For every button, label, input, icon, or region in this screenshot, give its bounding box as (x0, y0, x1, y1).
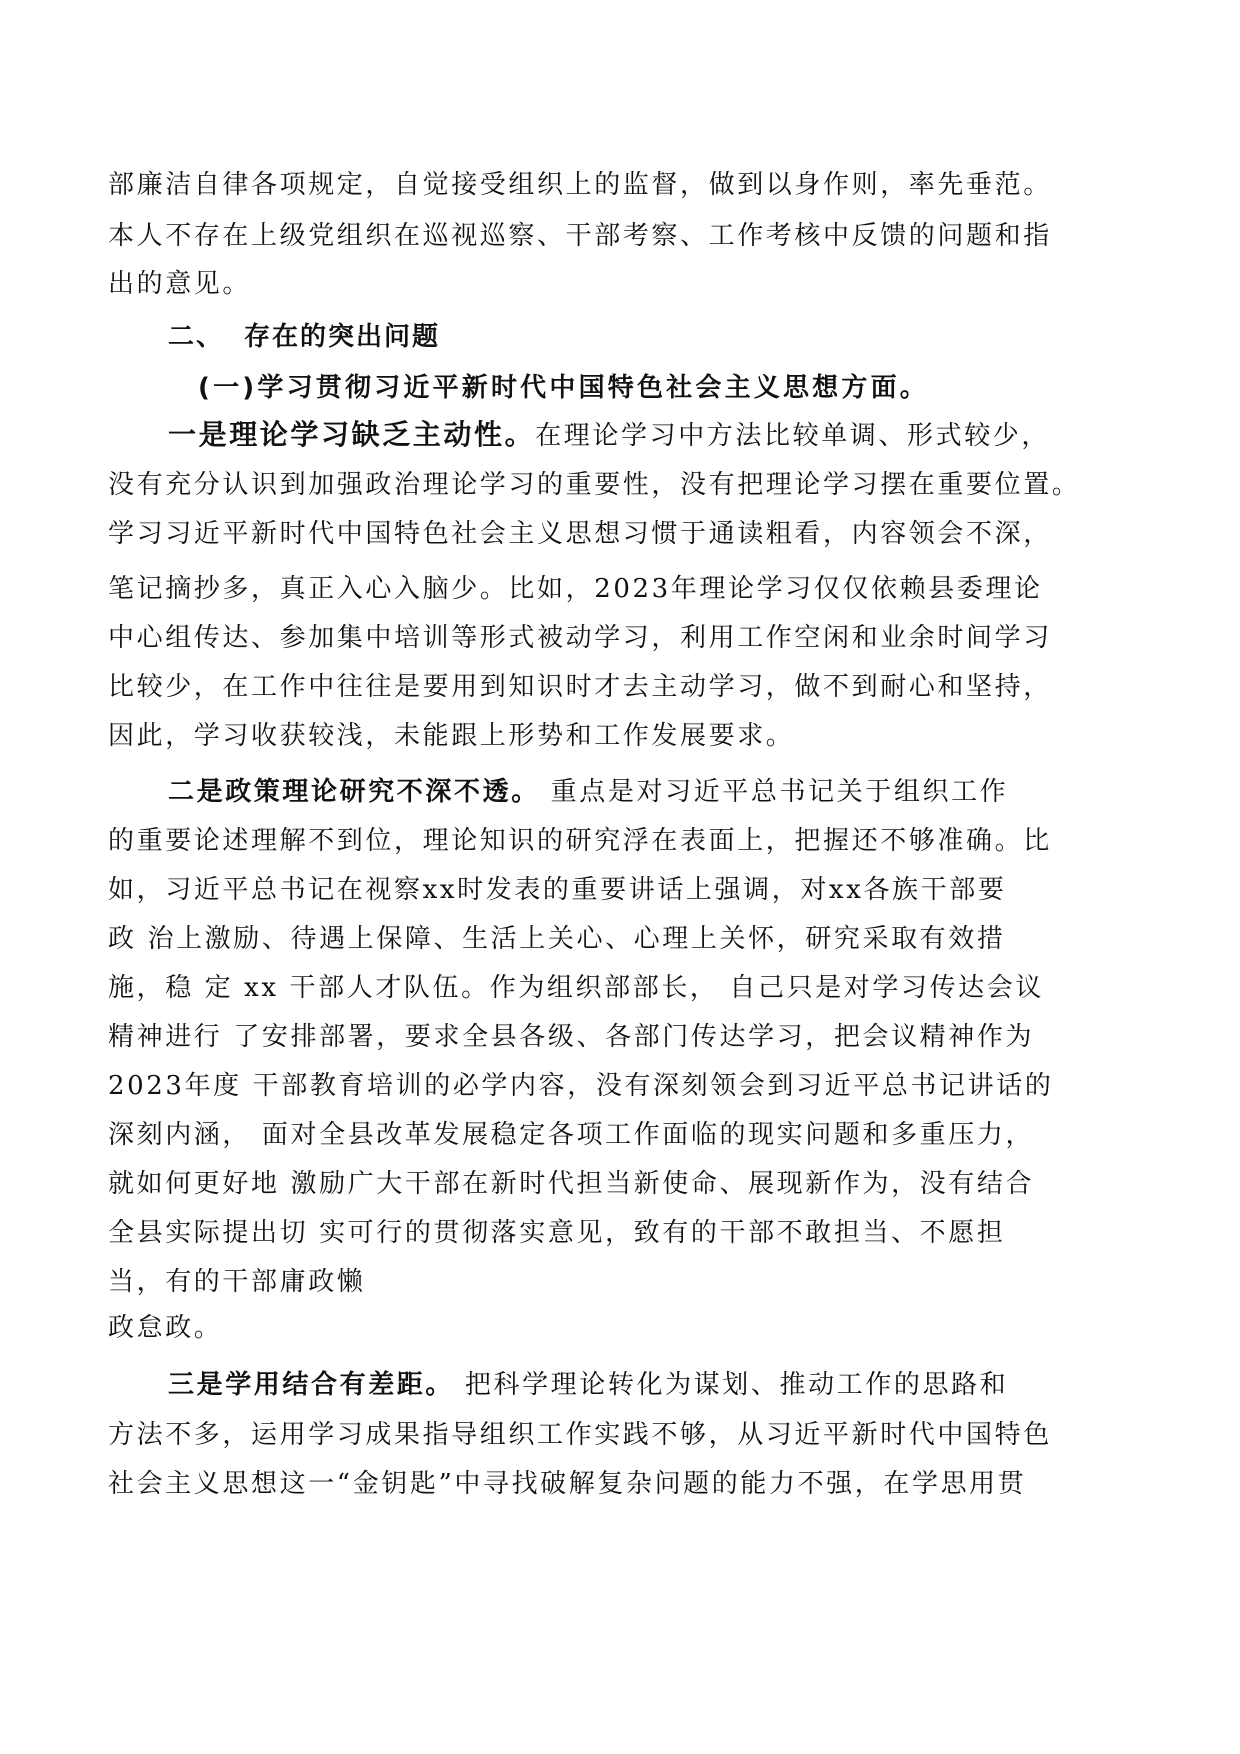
text-line: 笔记摘抄多，真正入心入脑少。比如，2023年理论学习仅仅依赖县委理论 (108, 574, 1043, 604)
text-line: 当，有的干部庸政懒 (108, 1267, 366, 1297)
text-line: 政 治上激励、待遇上保障、生活上关心、心理上关怀，研究采取有效措 (108, 924, 1006, 954)
paragraph-text: 在理论学习中方法比较单调、形式较少， (535, 421, 1051, 451)
section-heading (168, 320, 440, 354)
text-line: 社会主义思想这一“金钥匙”中寻找破解复杂问题的能力不强，在学思用贯 (108, 1469, 1027, 1499)
subsection-heading: (一)学习贯彻习近平新时代中国特色社会主义思想方面。 (198, 373, 929, 403)
text-line: 全县实际提出切 实可行的贯彻落实意见，致有的干部不敢担当、不愿担 (108, 1218, 1006, 1248)
text-line: 学习习近平新时代中国特色社会主义思想习惯于通读粗看，内容领会不深， (108, 519, 1052, 549)
text-line: 比较少，在工作中往往是要用到知识时才去主动学习，做不到耐心和坚持， (108, 672, 1052, 702)
section-number: 二、 (168, 322, 225, 352)
paragraph-first-line (168, 418, 1050, 453)
text-line: 政怠政。 (108, 1313, 223, 1343)
text-line: 精神进行 了安排部署，要求全县各级、各部门传达学习，把会议精神作为 (108, 1022, 1035, 1052)
text-line: 施，稳 定 xx 干部人才队伍。作为组织部部长， 自己只是对学习传达会议 (108, 973, 1044, 1003)
paragraph-first-line (168, 775, 1008, 809)
paragraph-text: 重点是对习近平总书记关于组织工作 (539, 777, 1009, 807)
text-line: 如，习近平总书记在视察xx时发表的重要讲话上强调，对xx各族干部要 (108, 875, 1007, 905)
text-line: 深刻内涵， 面对全县改革发展稳定各项工作面临的现实问题和多重压力， (108, 1120, 1035, 1150)
text-line: 出的意见。 (108, 269, 252, 299)
text-line: 因此，学习收获较浅，未能跟上形势和工作发展要求。 (108, 721, 795, 751)
paragraph-text: 把科学理论转化为谋划、推动工作的思路和 (454, 1370, 1009, 1400)
section-title: 存在的突出问题 (244, 322, 441, 352)
paragraph-lead: 三是学用结合有差距。 (168, 1370, 455, 1400)
text-line: 就如何更好地 激励广大干部在新时代担当新使命、展现新作为，没有结合 (108, 1169, 1035, 1199)
text-line: 部廉洁自律各项规定，自觉接受组织上的监督，做到以身作则，率先垂范。 (108, 170, 1052, 200)
paragraph-first-line (168, 1368, 1008, 1402)
text-line: 2023年度 干部教育培训的必学内容，没有深刻领会到习近平总书记讲话的 (108, 1071, 1054, 1101)
text-line: 中心组传达、参加集中培训等形式被动学习，利用工作空闲和业余时间学习 (108, 623, 1052, 653)
text-line: 没有充分认识到加强政治理论学习的重要性，没有把理论学习摆在重要位置。 (108, 470, 1081, 500)
text-line: 方法不多，运用学习成果指导组织工作实践不够，从习近平新时代中国特色 (108, 1420, 1052, 1450)
text-line: 本人不存在上级党组织在巡视巡察、干部考察、工作考核中反馈的问题和指 (108, 221, 1052, 251)
text-line: 的重要论述理解不到位，理论知识的研究浮在表面上，把握还不够准确。比 (108, 826, 1052, 856)
paragraph-lead: 二是政策理论研究不深不透。 (168, 777, 540, 807)
paragraph-lead: 一是理论学习缺乏主动性。 (168, 418, 536, 451)
